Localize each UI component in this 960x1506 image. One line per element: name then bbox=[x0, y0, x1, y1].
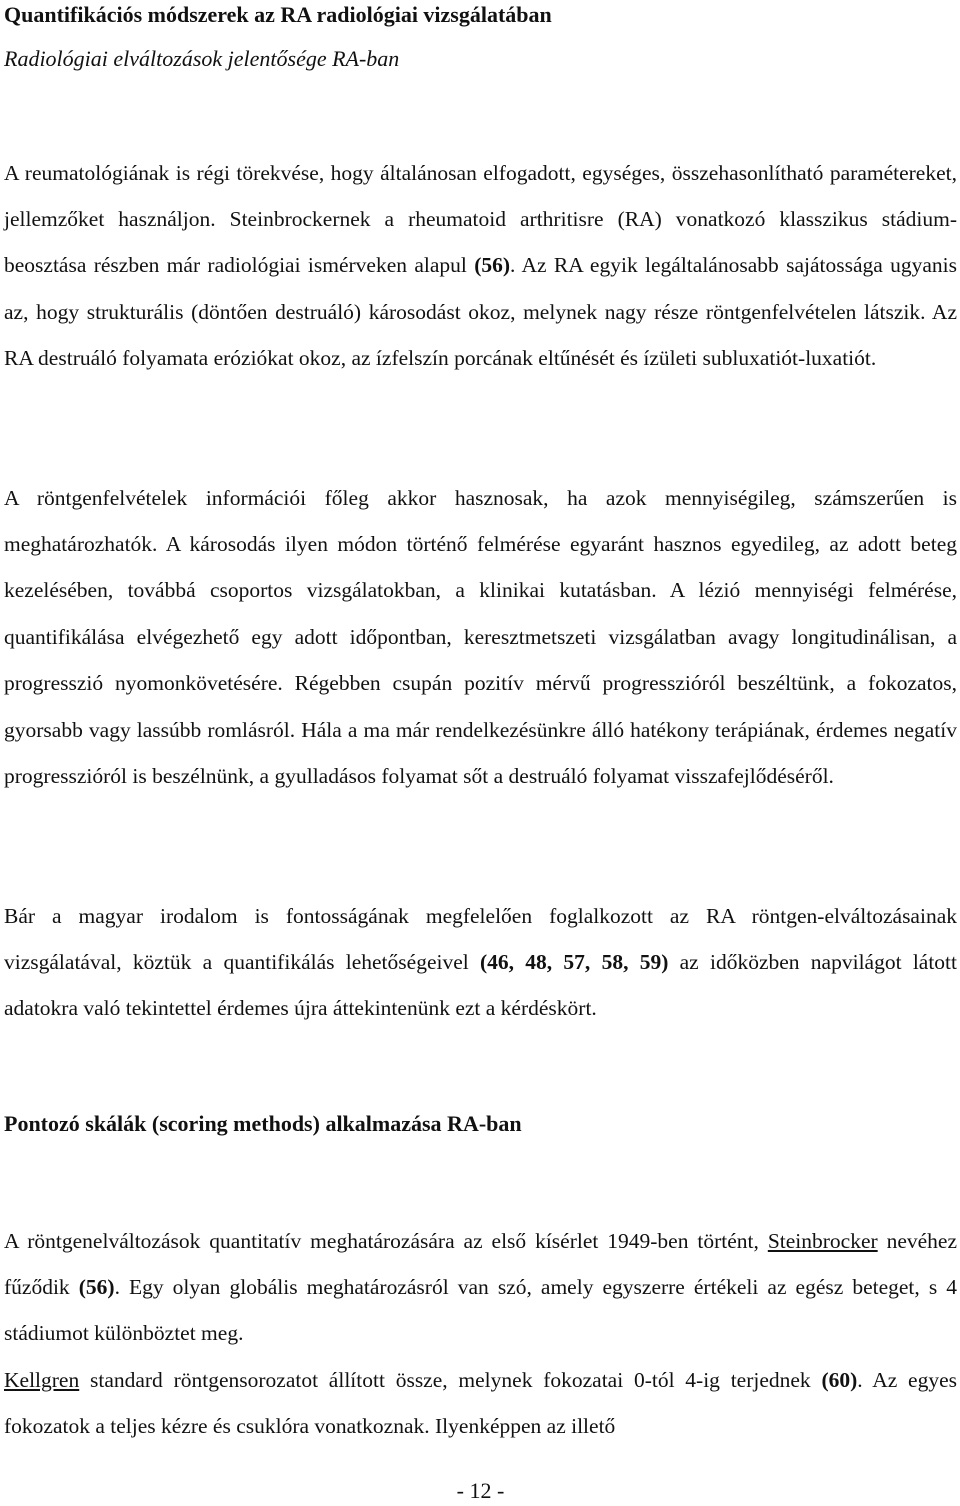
paragraph-text: A röntgenelváltozások quantitatív meghatározására az első kísérlet 1949-ben történt, bbox=[4, 1228, 768, 1253]
citation-reference: (56) bbox=[78, 1274, 115, 1299]
paragraph-radiographs: A röntgenfelvételek információi főleg akkor hasznosak, ha azok mennyiségileg, számszerűen is meghatározhatók. A károsodás ilyen módon történő felmérése egyaránt hasznos egyedileg, az adott beteg kezelésében, továbbá csoportos vizsgálatokban, a klinikai kutatásban. A lézió mennyiségi felmérése, quantifikálása elvégezhető egy adott időpontban, keresztmetszeti vizsgálatban avagy longitudinálisan, a progresszió nyomonkövetésére. Régebben csupán pozitív mérvű progresszióról beszéltünk, a fokozatos, gyorsabb vagy lassúbb romlásról. Hála a ma már rendelkezésünkre álló hatékony terápiának, érdemes negatív progresszióról is beszélnünk, a gyulladásos folyamat sőt a destruáló folyamat visszafejlődéséről. bbox=[4, 485, 957, 788]
paragraph-text: . Az egyes fokozatok a teljes kézre és csuklóra vonatkoznak. Ilyenképpen az illető bbox=[4, 1367, 957, 1438]
document-subtitle: Radiológiai elváltozások jelentősége RA-ban bbox=[4, 46, 400, 71]
section-heading: Pontozó skálák (scoring methods) alkalmazása RA-ban bbox=[4, 1111, 522, 1136]
citation-reference: (46, 48, 57, 58, 59) bbox=[480, 949, 669, 974]
document-title: Quantifikációs módszerek az RA radiológiai vizsgálatában bbox=[4, 2, 552, 27]
paragraph-text: . Az RA egyik legáltalánosabb sajátossága ugyanis az, hogy strukturális (döntően destruáló) károsodást okoz, melynek nagy része röntgenfelvételen látszik. Az RA destruáló folyamata eróziókat okoz, az ízfelszín porcának eltűnését és ízületi subluxatiót-luxatiót. bbox=[4, 253, 957, 371]
paragraph-text: az időközben napvilágot látott adatokra való tekintettel érdemes újra áttekintenünk ezt a kérdéskört. bbox=[4, 949, 958, 1021]
paragraph-text: standard röntgensorozatot állított össze, melynek fokozatai 0-tól 4-ig terjednek bbox=[79, 1367, 822, 1392]
paragraph-text: A reumatológiának is régi törekvése, hogy általánosan elfogadott, egységes, összehasonlítható paramétereket, jellemzőket használjon. Steinbrockernek a rheumatoid arthritisre (RA) vonatkozó klasszikus stádium-beosztása részben már radiológiai ismérveken alapul bbox=[4, 160, 957, 278]
paragraph-text: Bár a magyar irodalom is fontosságának megfelelően foglalkozott az RA röntgen-elváltozásainak vizsgálatával, köztük a quantifikálás lehetőségeivel bbox=[4, 903, 957, 974]
author-name-underlined: Steinbrocker bbox=[767, 1228, 878, 1253]
citation-reference: (60) bbox=[821, 1367, 858, 1392]
paragraph-text: . Egy olyan globális meghatározásról van szó, amely egyszerre értékeli az egész beteget, s 4 stádiumot különböztet meg. bbox=[4, 1274, 957, 1346]
paragraph-literature bbox=[4, 893, 957, 1032]
paragraph-intro bbox=[4, 150, 957, 382]
author-name-underlined: Kellgren bbox=[4, 1367, 80, 1392]
paragraph-text: nevéhez fűződik bbox=[4, 1228, 958, 1299]
paragraph-kellgren bbox=[4, 1357, 957, 1450]
paragraph-steinbrocker bbox=[4, 1218, 957, 1357]
citation-reference: (56) bbox=[474, 253, 511, 278]
page-number: - 12 - bbox=[456, 1478, 505, 1503]
